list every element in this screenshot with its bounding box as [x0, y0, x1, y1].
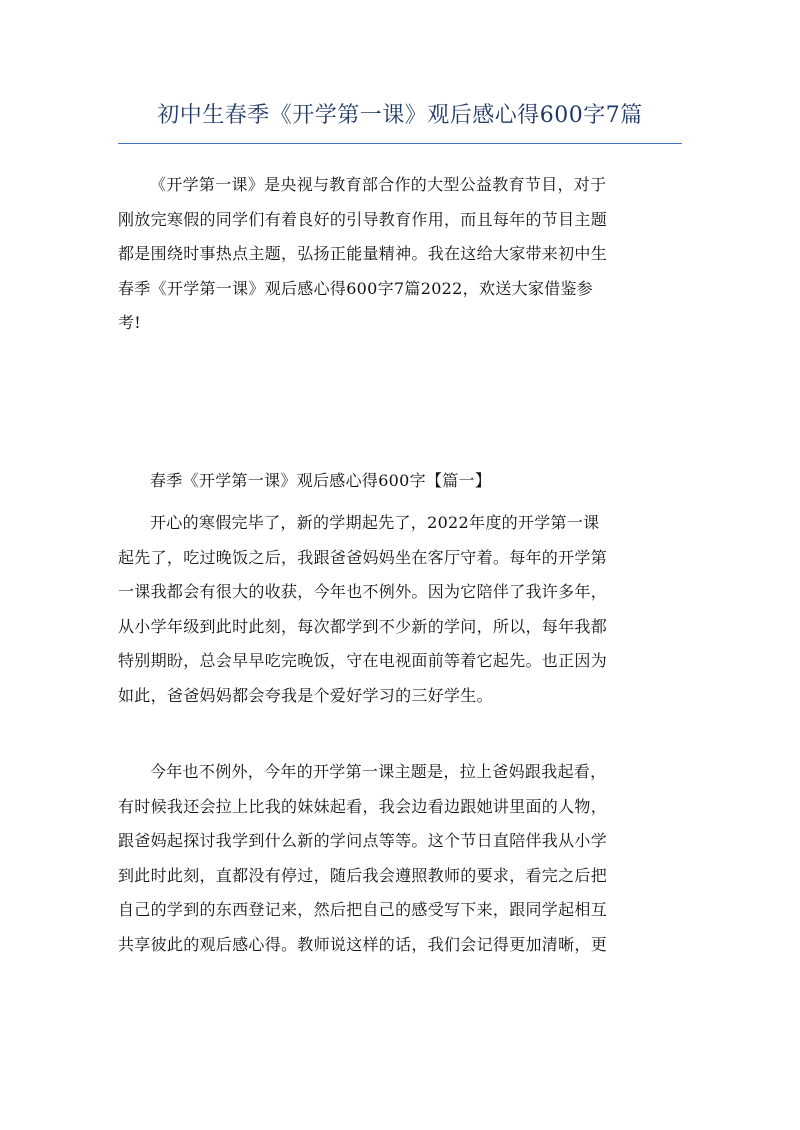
- paragraph-line: 有时候我还会拉上比我的妹妹起看，我会边看边跟她讲里面的人物，: [118, 796, 608, 816]
- paragraph-line: 一课我都会有很大的收获，今年也不例外。因为它陪伴了我许多年，: [118, 582, 608, 602]
- paragraph-line: 从小学年级到此时此刻，每次都学到不少新的学问，所以，每年我都: [118, 616, 608, 636]
- paragraph-line: 跟爸妈起探讨我学到什么新的学问点等等。这个节日直陪伴我从小学: [118, 831, 608, 851]
- title-underline: [118, 143, 682, 144]
- paragraph-line: 开心的寒假完毕了，新的学期起先了，2022年度的开学第一课: [150, 513, 600, 532]
- paragraph-line: 自己的学到的东西登记来，然后把自己的感受写下来，跟同学起相互: [118, 900, 608, 920]
- document-title: 初中生春季《开学第一课》观后感心得600字7篇: [157, 103, 643, 128]
- paragraph-line: 起先了，吃过晚饭之后，我跟爸爸妈妈坐在客厅守着。每年的开学第: [118, 547, 608, 567]
- intro-line: 刚放完寒假的同学们有着良好的引导教育作用，而且每年的节目主题: [118, 209, 608, 229]
- intro-paragraph: [118, 168, 688, 341]
- section-heading: [118, 464, 688, 499]
- intro-line: 考!: [118, 313, 142, 333]
- paragraph-line: 今年也不例外，今年的开学第一课主题是，拉上爸妈跟我起看，: [150, 762, 607, 781]
- body-paragraph-1: [118, 506, 688, 714]
- intro-line: 《开学第一课》是央视与教育部合作的大型公益教育节目，对于: [150, 175, 607, 194]
- paragraph-line: 特别期盼，总会早早吃完晚饭，守在电视面前等着它起先。也正因为: [118, 651, 608, 671]
- paragraph-line: 共享彼此的观后感心得。教师说这样的话，我们会记得更加清晰，更: [118, 934, 608, 954]
- section-heading-text: 春季《开学第一课》观后感心得600字【篇一】: [150, 471, 492, 490]
- intro-line: 都是围绕时事热点主题，弘扬正能量精神。我在这给大家带来初中生: [118, 244, 608, 264]
- paragraph-line: 如此，爸爸妈妈都会夸我是个爱好学习的三好学生。: [118, 685, 493, 705]
- paragraph-line: 到此时此刻，直都没有停过，随后我会遵照教师的要求，看完之后把: [118, 865, 608, 885]
- body-paragraph-2: [118, 755, 688, 963]
- intro-line: 春季《开学第一课》观后感心得600字7篇2022，欢送大家借鉴参: [118, 278, 594, 298]
